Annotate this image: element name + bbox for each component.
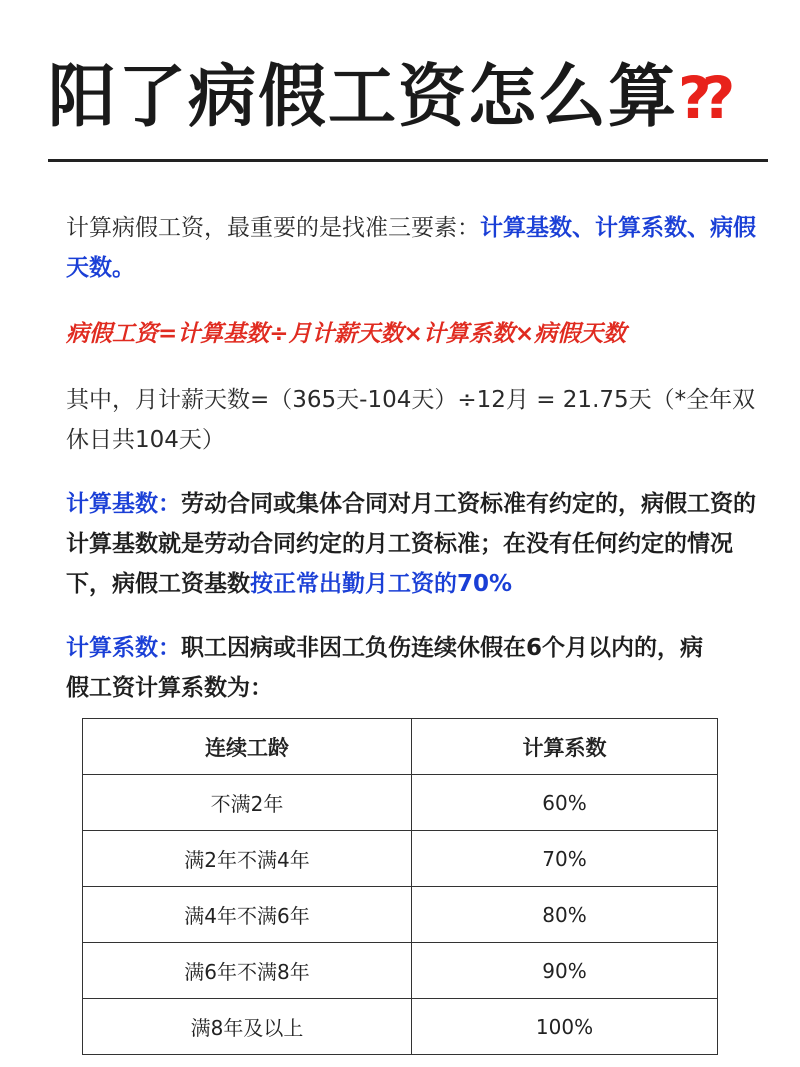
days-note: 其中，月计薪天数=（365天-104天）÷12月 = 21.75天（*全年双休日共104天）	[66, 387, 756, 453]
rate-cell: 70%	[412, 831, 718, 887]
base-text: 劳动合同或集体合同对月工资标准有约定的，病假工资的计算基数就是劳动合同约定的月工资标准；在没有任何约定的情况下，病假工资基数	[66, 491, 756, 597]
base-label: 计算基数：	[66, 491, 181, 517]
tenure-cell: 满2年不满4年	[83, 831, 412, 887]
table-row	[83, 775, 718, 831]
rate-cell: 60%	[412, 775, 718, 831]
header-rate: 计算系数	[412, 719, 718, 775]
tenure-cell: 不满2年	[83, 775, 412, 831]
rate-cell: 100%	[412, 999, 718, 1055]
tenure-cell: 满8年及以上	[83, 999, 412, 1055]
coef-label: 计算系数：	[66, 635, 181, 661]
table-row	[83, 887, 718, 943]
tenure-cell: 满4年不满6年	[83, 887, 412, 943]
formula: 病假工资=计算基数÷月计薪天数×计算系数×病假天数	[66, 321, 627, 347]
coef-text: 职工因病或非因工负伤连续休假在6个月以内的，病假工资计算系数为：	[66, 635, 704, 701]
title-text: 阳了病假工资怎么算	[48, 58, 679, 137]
table-header-row	[83, 719, 718, 775]
title-divider	[48, 159, 768, 162]
coefficient-table	[82, 718, 718, 1055]
header-tenure: 连续工龄	[83, 719, 412, 775]
base-highlight: 按正常出勤月工资的70%	[250, 571, 513, 597]
rate-cell: 80%	[412, 887, 718, 943]
page-title	[48, 52, 768, 144]
tenure-cell: 满6年不满8年	[83, 943, 412, 999]
intro-paragraph	[66, 208, 756, 288]
rate-cell: 90%	[412, 943, 718, 999]
intro-text: 计算病假工资，最重要的是找准三要素：	[66, 215, 480, 241]
table-row	[83, 831, 718, 887]
title-question-marks: ??	[678, 64, 726, 132]
table-row	[83, 999, 718, 1055]
intro-highlight: 计算基数、计算系数、病假天数。	[66, 215, 756, 281]
coef-paragraph	[66, 628, 706, 708]
table-row	[83, 943, 718, 999]
base-paragraph	[66, 484, 756, 604]
